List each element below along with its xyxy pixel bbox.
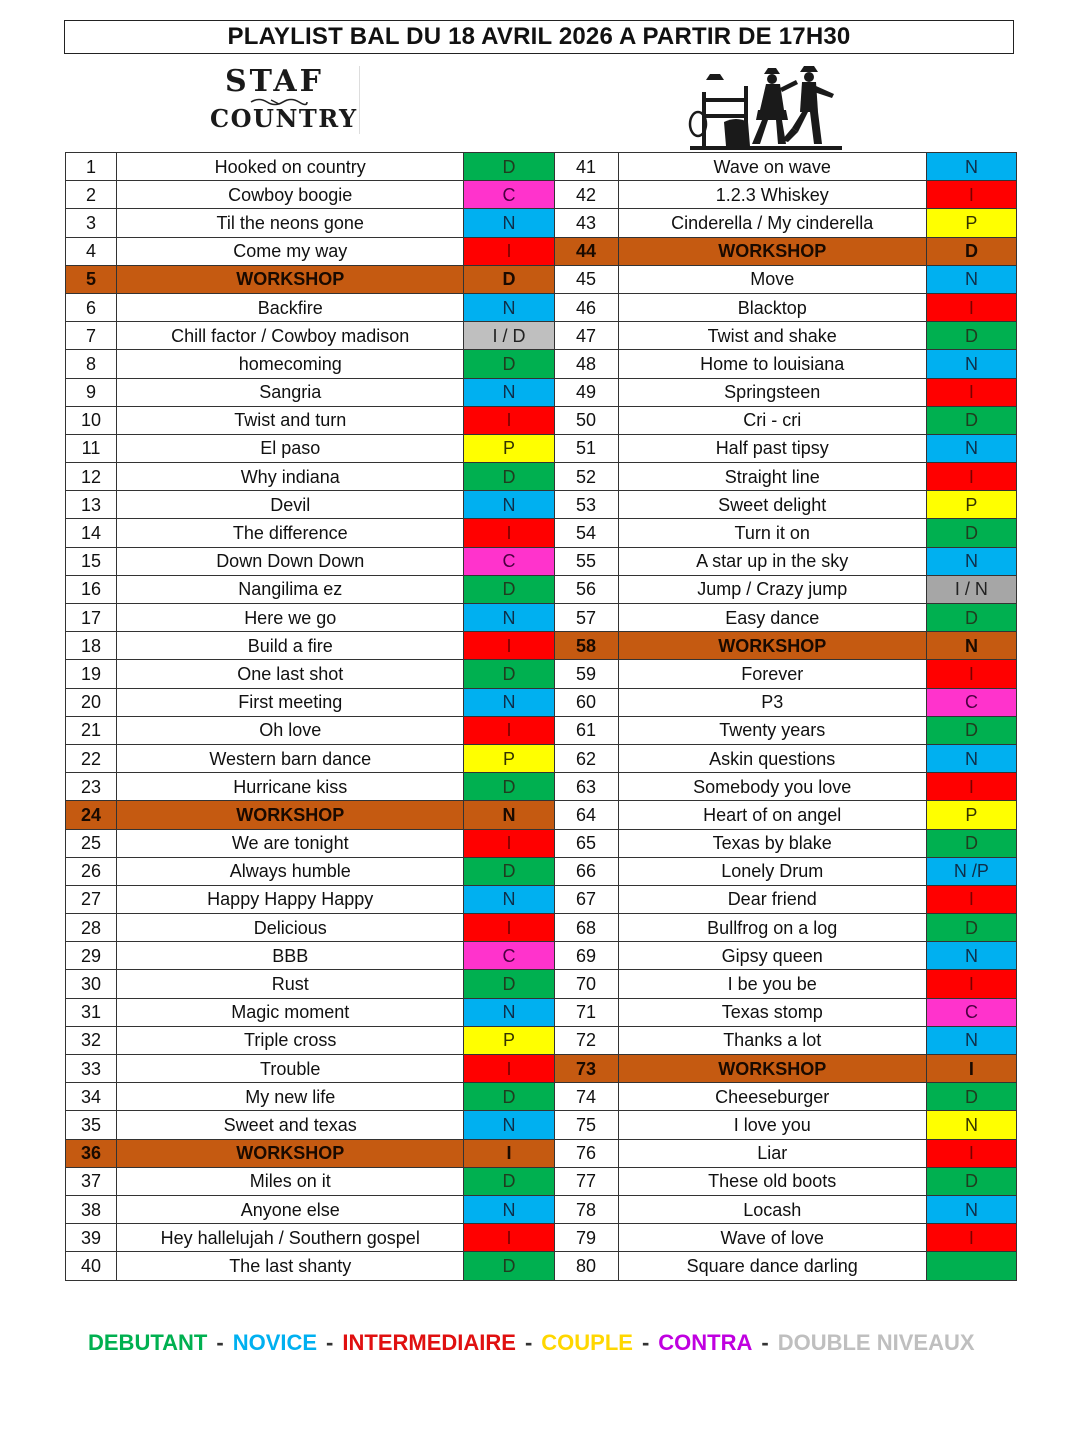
dance-title: Nangilima ez (117, 575, 464, 603)
dance-title: My new life (117, 1083, 464, 1111)
dance-number: 18 (66, 632, 117, 660)
level-badge: I (464, 1224, 554, 1252)
workshop-title: WORKSHOP (618, 632, 926, 660)
level-badge: P (464, 434, 554, 462)
dance-number: 54 (554, 519, 618, 547)
dancers-icon (688, 62, 844, 152)
level-badge: I / D (464, 322, 554, 350)
level-badge: I (464, 406, 554, 434)
dance-number: 25 (66, 829, 117, 857)
dance-title: Down Down Down (117, 547, 464, 575)
level-badge: D (926, 322, 1016, 350)
level-badge: N (926, 942, 1016, 970)
dance-number: 1 (66, 153, 117, 181)
dance-number: 49 (554, 378, 618, 406)
dance-number: 11 (66, 434, 117, 462)
level-badge: P (926, 209, 1016, 237)
legend-item-novice: NOVICE (232, 1330, 318, 1355)
table-row (66, 1195, 1017, 1223)
table-row (66, 942, 1017, 970)
level-badge: D (464, 153, 554, 181)
dance-number: 45 (554, 265, 618, 293)
table-row (66, 885, 1017, 913)
dance-title: Sangria (117, 378, 464, 406)
dance-number: 51 (554, 434, 618, 462)
table-row (66, 688, 1017, 716)
level-badge: D (464, 1083, 554, 1111)
level-badge: I (464, 1139, 554, 1167)
level-badge: D (926, 716, 1016, 744)
legend-separator: - (326, 1330, 334, 1355)
table-row (66, 350, 1017, 378)
level-badge: N (926, 632, 1016, 660)
level-badge: N (926, 434, 1016, 462)
dance-title: Blacktop (618, 293, 926, 321)
dance-title: Backfire (117, 293, 464, 321)
level-badge: C (926, 688, 1016, 716)
dance-title: Half past tipsy (618, 434, 926, 462)
level-badge: D (464, 575, 554, 603)
level-badge: P (926, 491, 1016, 519)
level-badge: D (464, 857, 554, 885)
dance-number: 70 (554, 970, 618, 998)
dance-title: Magic moment (117, 998, 464, 1026)
dance-title: Texas stomp (618, 998, 926, 1026)
dance-title: Locash (618, 1195, 926, 1223)
level-badge: P (464, 1026, 554, 1054)
table-row (66, 491, 1017, 519)
legend-separator: - (761, 1330, 769, 1355)
level-badge: I (926, 181, 1016, 209)
table-row (66, 632, 1017, 660)
level-badge: N (926, 153, 1016, 181)
dance-title: Build a fire (117, 632, 464, 660)
table-row (66, 914, 1017, 942)
level-badge: I / N (926, 575, 1016, 603)
dance-title: Liar (618, 1139, 926, 1167)
dance-title: homecoming (117, 350, 464, 378)
dance-title: Chill factor / Cowboy madison (117, 322, 464, 350)
level-badge (926, 1252, 1016, 1280)
table-row (66, 519, 1017, 547)
table-row (66, 547, 1017, 575)
level-badge: N (464, 209, 554, 237)
dance-title: Wave on wave (618, 153, 926, 181)
dance-number: 69 (554, 942, 618, 970)
dance-title: Triple cross (117, 1026, 464, 1054)
table-row (66, 237, 1017, 265)
dance-number: 50 (554, 406, 618, 434)
dance-number: 43 (554, 209, 618, 237)
level-badge: N (926, 547, 1016, 575)
level-badge: D (464, 350, 554, 378)
dance-number: 17 (66, 604, 117, 632)
dance-number: 47 (554, 322, 618, 350)
table-row (66, 575, 1017, 603)
legend-separator: - (524, 1330, 533, 1355)
level-badge: C (464, 547, 554, 575)
dance-number: 80 (554, 1252, 618, 1280)
dance-number: 42 (554, 181, 618, 209)
table-row (66, 1083, 1017, 1111)
dance-title: Forever (618, 660, 926, 688)
dance-number: 60 (554, 688, 618, 716)
dance-number: 12 (66, 463, 117, 491)
dance-title: Here we go (117, 604, 464, 632)
level-badge: I (464, 519, 554, 547)
dance-title: Happy Happy Happy (117, 885, 464, 913)
dance-title: Come my way (117, 237, 464, 265)
level-badge: D (926, 1167, 1016, 1195)
dance-number: 32 (66, 1026, 117, 1054)
level-badge: N (926, 350, 1016, 378)
dance-number: 28 (66, 914, 117, 942)
table-row (66, 1252, 1017, 1280)
dance-title: Wave of love (618, 1224, 926, 1252)
level-badge: N (464, 293, 554, 321)
dance-title: Sweet and texas (117, 1111, 464, 1139)
dance-title: Home to louisiana (618, 350, 926, 378)
level-badge: D (926, 829, 1016, 857)
workshop-title: WORKSHOP (618, 1055, 926, 1083)
dance-number: 35 (66, 1111, 117, 1139)
level-badge: I (464, 632, 554, 660)
dance-number: 3 (66, 209, 117, 237)
level-badge: D (464, 773, 554, 801)
table-row (66, 434, 1017, 462)
dance-number: 40 (66, 1252, 117, 1280)
level-badge: N (464, 998, 554, 1026)
dance-number: 31 (66, 998, 117, 1026)
dance-number: 4 (66, 237, 117, 265)
dance-number: 33 (66, 1055, 117, 1083)
dance-title: Devil (117, 491, 464, 519)
level-badge: D (464, 265, 554, 293)
dance-title: Square dance darling (618, 1252, 926, 1280)
legend-item-double-niveaux: DOUBLE NIVEAUX (777, 1330, 975, 1355)
dance-title: Why indiana (117, 463, 464, 491)
table-row (66, 998, 1017, 1026)
dance-title: We are tonight (117, 829, 464, 857)
dance-number: 26 (66, 857, 117, 885)
dance-number: 15 (66, 547, 117, 575)
dance-number: 13 (66, 491, 117, 519)
dance-title: El paso (117, 434, 464, 462)
logo-text-staf: STAF (225, 64, 324, 99)
level-badge: D (926, 604, 1016, 632)
table-row (66, 1055, 1017, 1083)
dance-number: 59 (554, 660, 618, 688)
dance-title: Lonely Drum (618, 857, 926, 885)
dance-title: Til the neons gone (117, 209, 464, 237)
dance-number: 62 (554, 744, 618, 772)
table-row (66, 322, 1017, 350)
workshop-title: WORKSHOP (117, 265, 464, 293)
level-badge: I (926, 293, 1016, 321)
dance-number: 39 (66, 1224, 117, 1252)
dance-title: BBB (117, 942, 464, 970)
level-badge: D (464, 463, 554, 491)
level-legend (88, 1330, 988, 1360)
dance-number: 75 (554, 1111, 618, 1139)
dance-title: These old boots (618, 1167, 926, 1195)
dance-title: Bullfrog on a log (618, 914, 926, 942)
dance-number: 2 (66, 181, 117, 209)
dance-number: 29 (66, 942, 117, 970)
level-badge: I (926, 1139, 1016, 1167)
dance-title: Miles on it (117, 1167, 464, 1195)
dance-number: 46 (554, 293, 618, 321)
dance-number: 10 (66, 406, 117, 434)
dance-title: Rust (117, 970, 464, 998)
table-row (66, 716, 1017, 744)
level-badge: D (464, 1252, 554, 1280)
dance-number: 57 (554, 604, 618, 632)
table-row (66, 153, 1017, 181)
dance-number: 52 (554, 463, 618, 491)
page-title: PLAYLIST BAL DU 18 AVRIL 2026 A PARTIR DE 17H30 (64, 20, 1014, 54)
level-badge: I (464, 237, 554, 265)
table-row (66, 1224, 1017, 1252)
dance-number: 5 (66, 265, 117, 293)
dance-title: Move (618, 265, 926, 293)
table-row (66, 181, 1017, 209)
dance-title: Dear friend (618, 885, 926, 913)
level-badge: I (926, 463, 1016, 491)
dance-number: 53 (554, 491, 618, 519)
level-badge: I (926, 970, 1016, 998)
level-badge: I (464, 716, 554, 744)
dance-title: Gipsy queen (618, 942, 926, 970)
legend-item-intermediaire: INTERMEDIAIRE (342, 1330, 516, 1355)
level-badge: I (926, 660, 1016, 688)
legend-item-contra: CONTRA (658, 1330, 753, 1355)
dance-title: First meeting (117, 688, 464, 716)
dance-number: 44 (554, 237, 618, 265)
staf-country-logo (205, 64, 360, 136)
table-row (66, 829, 1017, 857)
level-badge: I (926, 378, 1016, 406)
dance-title: Twist and shake (618, 322, 926, 350)
table-row (66, 1026, 1017, 1054)
dance-number: 74 (554, 1083, 618, 1111)
level-badge: I (926, 1224, 1016, 1252)
level-badge: N (464, 378, 554, 406)
table-row (66, 1111, 1017, 1139)
table-row (66, 801, 1017, 829)
dance-number: 56 (554, 575, 618, 603)
level-badge: N (464, 604, 554, 632)
dance-number: 77 (554, 1167, 618, 1195)
table-row (66, 265, 1017, 293)
level-badge: I (464, 829, 554, 857)
dance-title: Texas by blake (618, 829, 926, 857)
dance-title: Heart of on angel (618, 801, 926, 829)
dance-number: 71 (554, 998, 618, 1026)
dance-number: 37 (66, 1167, 117, 1195)
dance-number: 67 (554, 885, 618, 913)
workshop-title: WORKSHOP (117, 1139, 464, 1167)
table-row (66, 744, 1017, 772)
dance-title: Always humble (117, 857, 464, 885)
table-row (66, 660, 1017, 688)
level-badge: D (464, 660, 554, 688)
dance-number: 6 (66, 293, 117, 321)
level-badge: D (926, 406, 1016, 434)
dance-number: 79 (554, 1224, 618, 1252)
level-badge: D (926, 237, 1016, 265)
dance-title: I be you be (618, 970, 926, 998)
level-badge: C (464, 181, 554, 209)
table-row (66, 406, 1017, 434)
level-badge: D (926, 519, 1016, 547)
level-badge: I (926, 773, 1016, 801)
logo-divider (359, 66, 360, 134)
level-badge: N (464, 885, 554, 913)
dance-title: Cri - cri (618, 406, 926, 434)
dance-title: A star up in the sky (618, 547, 926, 575)
dance-title: 1.2.3 Whiskey (618, 181, 926, 209)
dance-number: 38 (66, 1195, 117, 1223)
dance-title: Delicious (117, 914, 464, 942)
dance-title: Sweet delight (618, 491, 926, 519)
dance-number: 34 (66, 1083, 117, 1111)
level-badge: N (926, 1195, 1016, 1223)
dance-number: 55 (554, 547, 618, 575)
dance-number: 30 (66, 970, 117, 998)
table-row (66, 1167, 1017, 1195)
dance-number: 9 (66, 378, 117, 406)
dance-title: Cheeseburger (618, 1083, 926, 1111)
dance-number: 21 (66, 716, 117, 744)
level-badge: P (926, 801, 1016, 829)
level-badge: I (464, 1055, 554, 1083)
dance-title: Anyone else (117, 1195, 464, 1223)
table-row (66, 1139, 1017, 1167)
dance-number: 72 (554, 1026, 618, 1054)
level-badge: I (464, 914, 554, 942)
dance-number: 23 (66, 773, 117, 801)
level-badge: N /P (926, 857, 1016, 885)
logo-text-country: COUNTRY (210, 104, 358, 133)
dance-title: Hooked on country (117, 153, 464, 181)
level-badge: N (926, 1111, 1016, 1139)
legend-item-debutant: DEBUTANT (88, 1330, 208, 1355)
dance-number: 16 (66, 575, 117, 603)
dance-number: 61 (554, 716, 618, 744)
dance-title: Cinderella / My cinderella (618, 209, 926, 237)
level-badge: N (464, 1195, 554, 1223)
workshop-title: WORKSHOP (618, 237, 926, 265)
dance-number: 20 (66, 688, 117, 716)
dance-number: 68 (554, 914, 618, 942)
dance-title: Western barn dance (117, 744, 464, 772)
dance-number: 65 (554, 829, 618, 857)
level-badge: N (926, 1026, 1016, 1054)
table-row (66, 463, 1017, 491)
table-row (66, 293, 1017, 321)
dance-title: Jump / Crazy jump (618, 575, 926, 603)
dance-title: The last shanty (117, 1252, 464, 1280)
dance-title: Cowboy boogie (117, 181, 464, 209)
dance-title: Turn it on (618, 519, 926, 547)
table-row (66, 209, 1017, 237)
dance-number: 63 (554, 773, 618, 801)
dance-number: 58 (554, 632, 618, 660)
dance-title: Hey hallelujah / Southern gospel (117, 1224, 464, 1252)
dance-number: 24 (66, 801, 117, 829)
dance-number: 7 (66, 322, 117, 350)
dance-title: Thanks a lot (618, 1026, 926, 1054)
workshop-title: WORKSHOP (117, 801, 464, 829)
dance-number: 41 (554, 153, 618, 181)
legend-item-couple: COUPLE (541, 1330, 633, 1355)
level-badge: D (464, 970, 554, 998)
dance-title: Oh love (117, 716, 464, 744)
table-row (66, 970, 1017, 998)
legend-separator: - (641, 1330, 650, 1355)
dance-title: I love you (618, 1111, 926, 1139)
dance-title: Trouble (117, 1055, 464, 1083)
dance-number: 19 (66, 660, 117, 688)
dance-title: Straight line (618, 463, 926, 491)
playlist-table (65, 152, 1017, 1281)
level-badge: D (926, 914, 1016, 942)
dance-number: 66 (554, 857, 618, 885)
dance-number: 64 (554, 801, 618, 829)
legend-separator: - (216, 1330, 224, 1355)
level-badge: C (926, 998, 1016, 1026)
level-badge: N (464, 688, 554, 716)
level-badge: C (464, 942, 554, 970)
dance-title: Springsteen (618, 378, 926, 406)
table-row (66, 378, 1017, 406)
dance-number: 8 (66, 350, 117, 378)
level-badge: D (464, 1167, 554, 1195)
dance-number: 22 (66, 744, 117, 772)
dance-number: 27 (66, 885, 117, 913)
dance-title: Twist and turn (117, 406, 464, 434)
dance-number: 73 (554, 1055, 618, 1083)
table-row (66, 773, 1017, 801)
level-badge: P (464, 744, 554, 772)
dance-title: Easy dance (618, 604, 926, 632)
dance-title: Somebody you love (618, 773, 926, 801)
dance-number: 48 (554, 350, 618, 378)
dance-number: 14 (66, 519, 117, 547)
level-badge: N (464, 1111, 554, 1139)
dance-title: The difference (117, 519, 464, 547)
table-row (66, 857, 1017, 885)
dance-title: Hurricane kiss (117, 773, 464, 801)
level-badge: D (926, 1083, 1016, 1111)
dance-title: Twenty years (618, 716, 926, 744)
dance-number: 76 (554, 1139, 618, 1167)
level-badge: I (926, 1055, 1016, 1083)
level-badge: N (926, 744, 1016, 772)
dance-number: 78 (554, 1195, 618, 1223)
dance-title: Askin questions (618, 744, 926, 772)
level-badge: N (926, 265, 1016, 293)
level-badge: I (926, 885, 1016, 913)
table-row (66, 604, 1017, 632)
dance-title: P3 (618, 688, 926, 716)
dance-number: 36 (66, 1139, 117, 1167)
level-badge: N (464, 491, 554, 519)
level-badge: N (464, 801, 554, 829)
dance-title: One last shot (117, 660, 464, 688)
